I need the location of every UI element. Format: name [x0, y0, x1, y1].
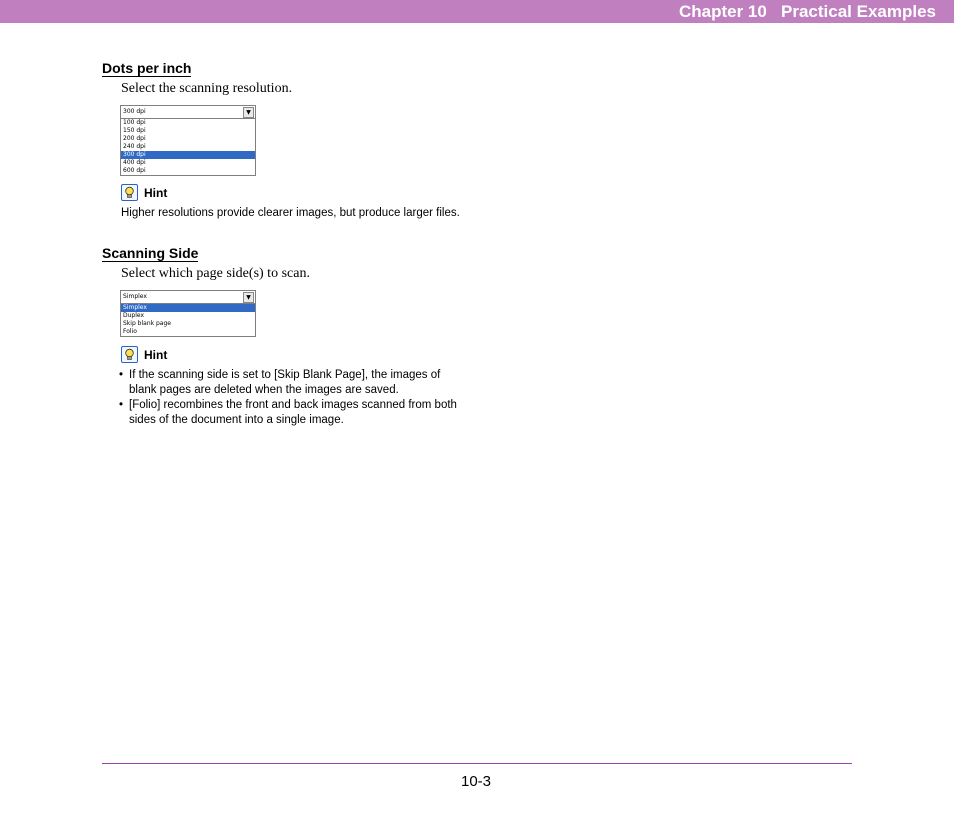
scanning-side-select[interactable]	[121, 291, 255, 304]
scanning-side-dropdown[interactable]	[120, 290, 256, 337]
hint-bullet-text: If the scanning side is set to [Skip Blank Page], the images of blank pages are deleted when the images are saved.	[129, 369, 441, 396]
scanning-side-hint-list	[119, 368, 464, 428]
scanning-side-option[interactable]: Skip blank page	[123, 320, 171, 327]
list-item: • If the scanning side is set to [Skip Blank Page], the images of blank pages are deleted when the images are saved.	[119, 369, 441, 396]
lightbulb-icon	[121, 346, 138, 363]
dpi-options-list	[121, 119, 255, 175]
scanning-side-selected-value: Simplex	[123, 293, 147, 300]
page-number: 10-3	[461, 773, 492, 790]
dpi-option[interactable]: 150 dpi	[123, 127, 146, 134]
scanning-side-hint	[121, 346, 167, 363]
dpi-option[interactable]: 600 dpi	[123, 167, 146, 174]
dpi-option-selected[interactable]: 300 dpi	[121, 151, 255, 159]
dpi-option[interactable]: 200 dpi	[123, 135, 146, 142]
dpi-option[interactable]: 400 dpi	[123, 159, 146, 166]
dpi-hint-text: Higher resolutions provide clearer images, but produce larger files.	[121, 207, 460, 219]
chevron-down-icon[interactable]: ▼	[243, 292, 254, 303]
dpi-dropdown[interactable]	[120, 105, 256, 176]
dpi-description: Select the scanning resolution.	[121, 81, 293, 96]
list-item: • [Folio] recombines the front and back images scanned from both sides of the document into a single image.	[119, 399, 457, 426]
hint-bullet-text: [Folio] recombines the front and back images scanned from both sides of the document into a single image.	[129, 399, 457, 426]
dpi-selected-value: 300 dpi	[123, 108, 146, 115]
dpi-option[interactable]: 240 dpi	[123, 143, 146, 150]
hint-label: Hint	[144, 185, 168, 200]
scanning-side-option-selected[interactable]: Simplex	[121, 304, 255, 312]
scanning-side-option[interactable]: Duplex	[123, 312, 145, 319]
dpi-select[interactable]	[121, 106, 255, 119]
lightbulb-icon	[121, 184, 138, 201]
scanning-side-options-list	[121, 304, 255, 336]
chapter-title: Chapter 10 Practical Examples	[678, 2, 936, 21]
footer-divider	[102, 763, 852, 764]
dpi-heading: Dots per inch	[102, 60, 192, 76]
scanning-side-description: Select which page side(s) to scan.	[121, 266, 310, 281]
header-bar	[0, 0, 954, 23]
scanning-side-option[interactable]: Folio	[123, 328, 137, 335]
dpi-option[interactable]: 100 dpi	[123, 119, 146, 126]
chevron-down-icon[interactable]: ▼	[243, 107, 254, 118]
scanning-side-heading: Scanning Side	[102, 245, 199, 261]
hint-label: Hint	[144, 347, 168, 362]
dpi-hint	[121, 184, 167, 201]
